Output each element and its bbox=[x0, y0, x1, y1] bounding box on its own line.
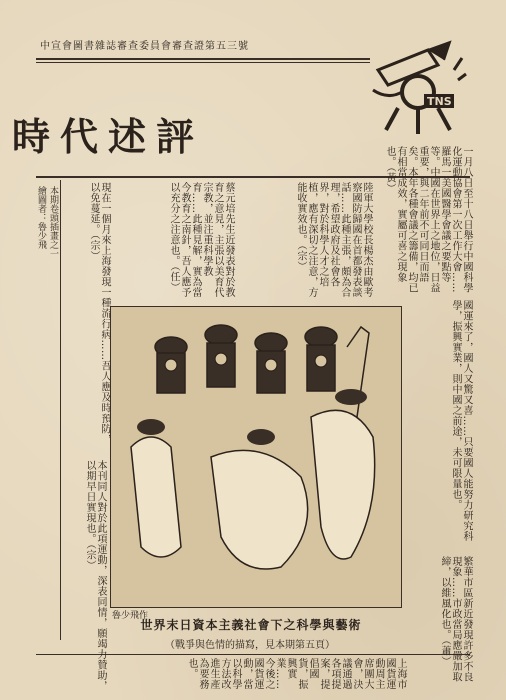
pen-holding-figure-icon bbox=[358, 30, 470, 142]
article-right-lower: 國運來了，國人又驚又喜……只要國人能努力研究科學，振興實業，則中國之前途，未可限量也。 bbox=[450, 300, 472, 542]
registration-line: 中宣會圖書雜誌審查委員會審查證第五三號 bbox=[40, 41, 249, 52]
top-rule-thin bbox=[36, 62, 370, 63]
article-top-middle: 陸軍大學校長楊杰由歐考察國防歸國在首都發表談話……此種主張，頗為合理，希望政府及社會各界，對於科學人才之培植，應有深切之注意，方能收實效也。（宗） bbox=[295, 182, 372, 298]
illustration-war-and-science bbox=[110, 306, 402, 608]
top-rule bbox=[36, 58, 370, 60]
illustration-caption: 世界末日資本主義社會下之科學與藝術 bbox=[140, 618, 362, 632]
article-bottom-right: 繁華市區新近發現許多不良現象……市政當局應嚴加取締，以維風化也。（蕭） bbox=[439, 556, 472, 682]
article-top-right: 一月八日至十八日舉行中國科學化運動協會第一次工作大會……羅馬一美國醫學會議之要點等等。中國在世界上之地位，日益重要，與二年前不可同日而語矣。本年各種會議之籌備，均已有相當成效，實屬可喜之現象也。（黃） bbox=[384, 146, 472, 293]
masthead-title: 時代述評 bbox=[11, 114, 204, 159]
illustration-caption-sub: （戰爭與色情的描寫，見本期第五頁） bbox=[165, 640, 335, 651]
footnote-left-2: 繪圖者：魯少飛 bbox=[36, 186, 46, 249]
article-mid-left: 現在一個月來上海發現一種流行病……吾人應及時預防，以免蔓延。（宗） bbox=[88, 182, 110, 445]
article-bottom-middle: 上海市國貨運動周主席團大會，決議通過各項提案，提倡國貨，振興實業……今後之國貨運動，當以科學方法改進生產為要務也。 bbox=[186, 658, 406, 690]
illustration-credit: 魯少飛作 bbox=[112, 611, 149, 621]
illustration-drawing bbox=[111, 307, 401, 607]
article-bottom-left: 本刊同人對於此項運動，深表同情，願竭力贊助，以期早日實現也。（宗） bbox=[84, 460, 106, 691]
footnote-left-1: 本期卷頭插畫之一 bbox=[48, 186, 58, 258]
article-top-left: 蔡元培先生近發表對於教育之意見，主張以美育代宗教，並注重科學教育……此種見解，實為當今教育之南針，吾人應予以充分之注意也。（任） bbox=[168, 182, 234, 298]
logo-letters: TNS bbox=[427, 95, 452, 108]
